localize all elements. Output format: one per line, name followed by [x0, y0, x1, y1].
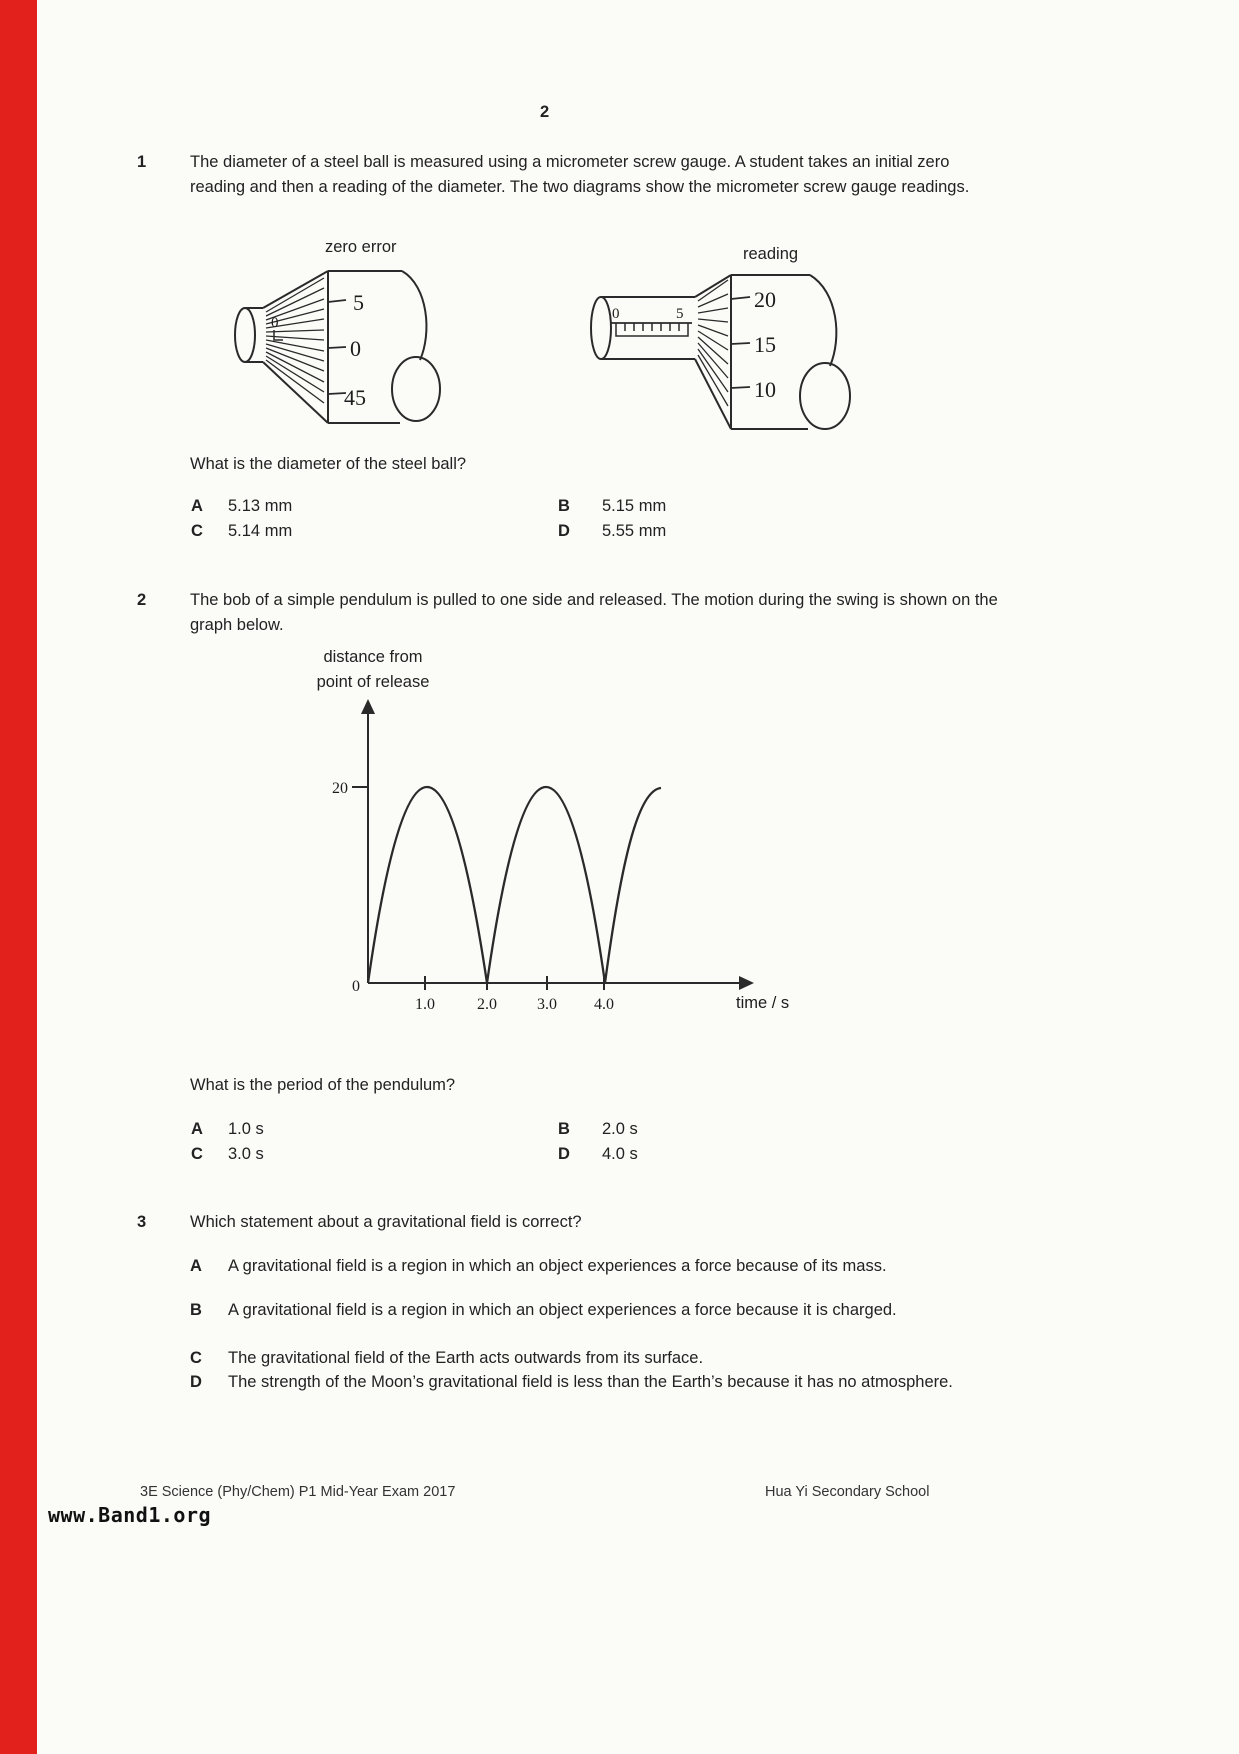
q1-option-a-label: A [191, 497, 203, 515]
q3-option-c-label: C [190, 1349, 202, 1367]
graph-y-axis-label-line2: point of release [316, 673, 430, 691]
q3-option-d-text: The strength of the Moon’s gravitational field is less than the Earth’s because it has no atmosphere. [228, 1373, 953, 1391]
q3-question: Which statement about a gravitational field is correct? [190, 1213, 582, 1231]
q1-right-diagram-caption: reading [743, 245, 799, 263]
q2-number: 2 [137, 591, 147, 609]
q1-option-a-text: 5.13 mm [228, 497, 293, 515]
x-axis-arrowhead [739, 976, 754, 990]
q2-option-b-label: B [558, 1120, 570, 1138]
thimble-back [810, 275, 836, 366]
q1-stem: The diameter of a steel ball is measured using a micrometer screw gauge. A student takes an initial zero reading and then a reading of the diameter. The two diagrams show the micrometer screw gauge readings. [190, 153, 970, 196]
thimble-scale-0: 0 [350, 336, 361, 361]
x-tick-3: 3.0 [537, 996, 557, 1013]
micrometer-zero-error-diagram [232, 258, 444, 436]
sleeve-zero-label: 0 [271, 315, 279, 331]
thimble-scale-15: 15 [754, 332, 776, 357]
q1-left-diagram-caption: zero error [325, 238, 397, 256]
q2-option-c-text: 3.0 s [228, 1145, 264, 1163]
y-axis-arrowhead [361, 699, 375, 714]
x-tick-1: 1.0 [415, 996, 435, 1013]
q2-option-b-text: 2.0 s [602, 1120, 638, 1138]
micrometer-reading-diagram [588, 266, 856, 438]
q2-option-a-text: 1.0 s [228, 1120, 264, 1138]
q1-option-b-text: 5.15 mm [602, 497, 667, 515]
sleeve-mm-ticks [616, 323, 688, 336]
q1-option-c-text: 5.14 mm [228, 522, 293, 540]
q1-option-b-label: B [558, 497, 570, 515]
q3-option-d [190, 1370, 1020, 1395]
q3-option-c [190, 1346, 1020, 1371]
page-number: 2 [540, 103, 550, 121]
q2-option-a-label: A [191, 1120, 203, 1138]
thimble-scale-10: 10 [754, 377, 776, 402]
q3-option-a-text: A gravitational field is a region in which an object experiences a force because of its mass. [228, 1257, 887, 1275]
q3-number: 3 [137, 1213, 147, 1231]
oscillation-curve [368, 787, 661, 983]
q2-option-d-label: D [558, 1145, 570, 1163]
x-tick-2: 2.0 [477, 996, 497, 1013]
sleeve-scale-0: 0 [612, 306, 620, 322]
q3-option-a-label: A [190, 1257, 202, 1275]
x-axis-label: time / s [736, 994, 790, 1012]
graph-y-axis-label-line1: distance from [323, 648, 423, 666]
thimble-scale-20: 20 [754, 287, 776, 312]
q3-option-a [190, 1254, 1020, 1279]
thimble-back [402, 271, 426, 360]
ratchet-knob [800, 363, 850, 429]
q1-option-c-label: C [191, 522, 203, 540]
q3-option-b-text: A gravitational field is a region in which an object experiences a force because it is charged. [228, 1301, 897, 1319]
q1-number: 1 [137, 153, 147, 171]
footer-exam-title: 3E Science (Phy/Chem) P1 Mid-Year Exam 2017 [140, 1484, 456, 1500]
ratchet-knob [392, 357, 440, 421]
x-tick-4: 4.0 [594, 996, 614, 1013]
watermark-url: www.Band1.org [48, 1503, 212, 1527]
q2-option-c-label: C [191, 1145, 203, 1163]
thimble-scale-45: 45 [344, 385, 366, 410]
q3-option-b-label: B [190, 1301, 202, 1319]
q2-option-d-text: 4.0 s [602, 1145, 638, 1163]
pendulum-motion-graph [328, 693, 813, 1028]
spindle-end [235, 308, 255, 362]
sleeve-end [591, 297, 611, 359]
left-red-margin-bar [0, 0, 37, 1754]
q3-option-d-label: D [190, 1373, 202, 1391]
q3-option-c-text: The gravitational field of the Earth acts outwards from its surface. [228, 1349, 704, 1367]
q1-option-d-label: D [558, 522, 570, 540]
thimble-scale-5: 5 [353, 290, 364, 315]
q2-question: What is the period of the pendulum? [190, 1076, 456, 1094]
footer-school-name: Hua Yi Secondary School [765, 1484, 930, 1500]
y-tick-20-label: 20 [332, 780, 348, 797]
sleeve-scale-5: 5 [676, 306, 684, 322]
q1-question: What is the diameter of the steel ball? [190, 455, 467, 473]
q1-option-d-text: 5.55 mm [602, 522, 667, 540]
q3-option-b [190, 1298, 1020, 1323]
graph-y-axis-label [297, 645, 449, 695]
q2-stem: The bob of a simple pendulum is pulled to one side and released. The motion during the swing is shown on the graph below. [190, 591, 998, 634]
thimble-bevel-graduations [698, 280, 728, 406]
origin-label: 0 [352, 978, 360, 995]
